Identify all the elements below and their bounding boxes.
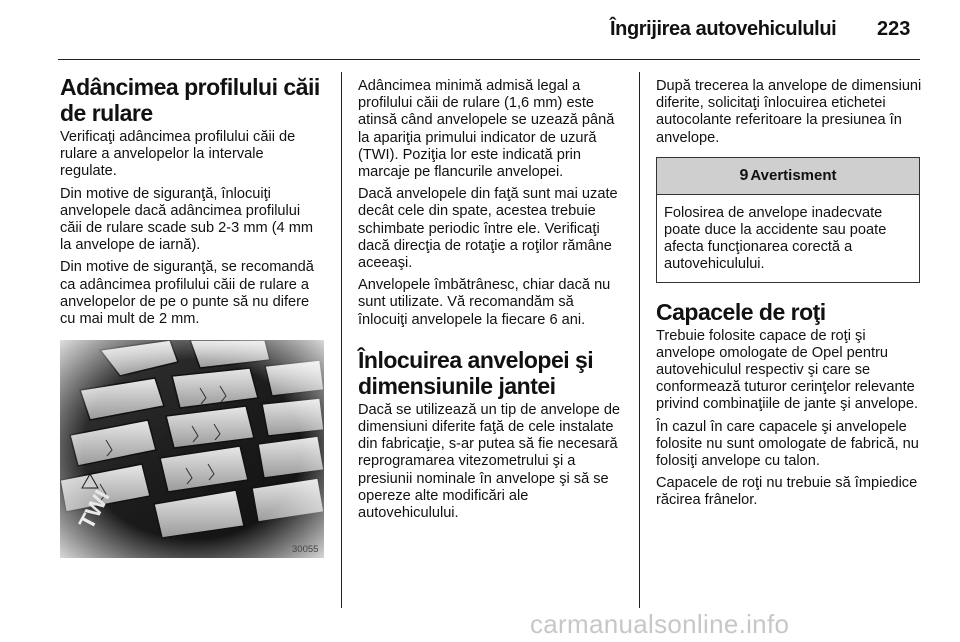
column-3: [656, 78, 922, 515]
paragraph: Din motive de siguranţă, se recomandă ca adâncimea profilului căii de rulare a anvelopelor de pe o punte să nu difere cu mai mult de 2 mm.: [60, 259, 314, 328]
paragraph: Adâncimea minimă admisă legal a profilului căii de rulare (1,6 mm) este atinsă când anvelopele se uzează până la apariţia primului indicator de uzură (TWI). Poziţia lor este indicată prin marcaje pe flancurile anvelopei.: [358, 78, 615, 181]
column-divider-1: [341, 72, 342, 608]
warning-text: Folosirea de anvelope inadecvate poate duce la accidente sau poate afecta funcţionarea corectă a autovehiculului.: [664, 204, 887, 273]
paragraph: Capacele de roţi nu trebuie să împiedice răcirea frânelor.: [656, 475, 918, 509]
section-heading-tread-depth: Adâncimea profilului căii de rulare: [60, 74, 320, 126]
warning-header: [657, 158, 919, 195]
watermark: carmanualsonline.info: [530, 609, 790, 639]
tire-tread-figure: [60, 340, 324, 558]
column-divider-2: [639, 72, 640, 608]
paragraph: Dacă anvelopele din faţă sunt mai uzate decât cele din spate, acestea trebuie schimbate periodic între ele. Verificaţi dacă direcţia de rotaţie a roţilor rămâne aceeaşi.: [358, 186, 618, 272]
page-header-title: Îngrijirea autovehiculului: [610, 18, 837, 40]
paragraph: Trebuie folosite capace de roţi şi anvelope omologate de Opel pentru autovehiculul respectiv şi care se conformează tuturor cerinţelor relevante privind combinaţiile de jante şi anvelope.: [656, 327, 919, 413]
paragraph: Anvelopele îmbătrânesc, chiar dacă nu sunt utilizate. Vă recomandăm să înlocuiţi anvelopele la fiecare 6 ani.: [358, 277, 611, 328]
paragraph: Dacă se utilizează un tip de anvelope de dimensiuni diferite faţă de cele instalate din fabricaţie, s-ar putea să fie necesară reprogramarea vitezometrului şi a presiunii nominale în anvelope şi să se opereze alte modificări ale autovehiculului.: [358, 401, 621, 522]
header-divider: [58, 59, 920, 60]
section-heading-tire-replacement: Înlocuirea anvelopei şi dimensiunile jantei: [358, 346, 594, 399]
paragraph: Din motive de siguranţă, înlocuiţi anvelopele dacă adâncimea profilului căii de rulare scade sub 2-3 mm (4 mm la anvelope de iarnă).: [60, 185, 314, 254]
paragraph: După trecerea la anvelope de dimensiuni diferite, solicitaţi înlocuirea etichetei autocolante referitoare la presiunea în anvelope.: [656, 78, 922, 146]
paragraph: În cazul în care capacele şi anvelopele folosite nu sunt omologate de fabrică, nu folosiţi anvelope cu talon.: [656, 418, 919, 470]
paragraph: Verificaţi adâncimea profilului căii de rulare a anvelopelor la intervale regulate.: [60, 129, 296, 180]
page-number: 223: [877, 18, 911, 40]
column-1: [60, 74, 324, 558]
warning-title: Avertisment: [750, 166, 837, 184]
column-2: [358, 78, 624, 527]
warning-box: [656, 157, 920, 283]
section-heading-wheel-covers: Capacele de roţi: [656, 298, 826, 325]
warning-icon: 9: [739, 166, 749, 184]
tire-tread-illustration: [60, 340, 324, 558]
figure-code: 30055: [292, 544, 319, 556]
